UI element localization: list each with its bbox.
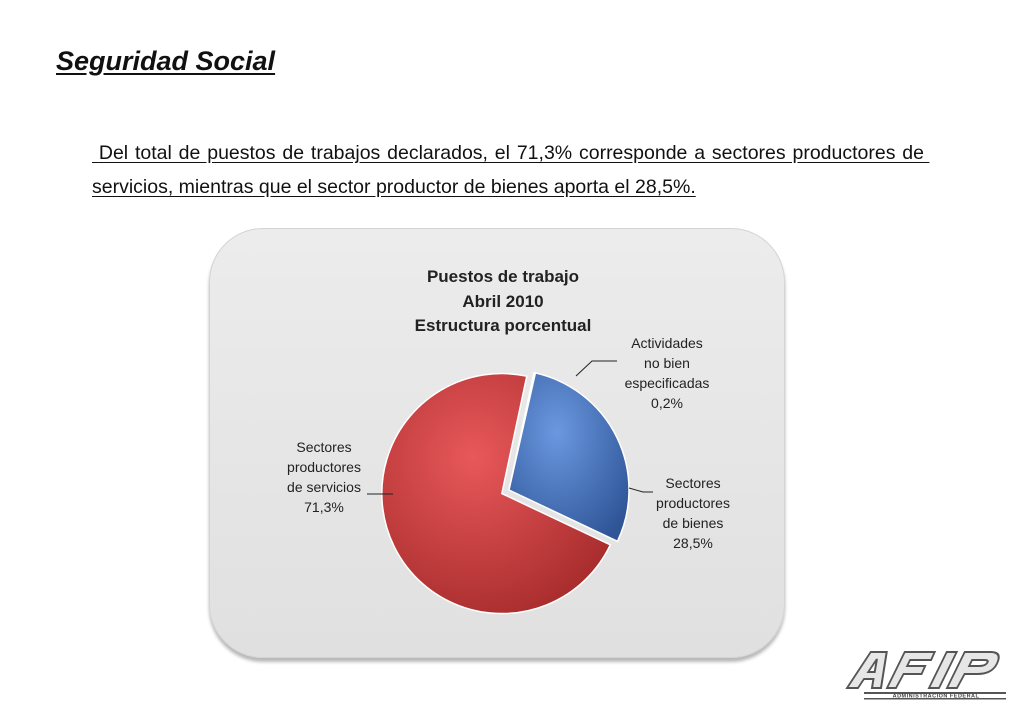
chart-title-line-1: Puestos de trabajo [426,267,580,286]
chart-panel [209,228,785,658]
chart-title-line-2: Abril 2010 [462,292,544,311]
chart-title-line-3: Estructura porcentual [414,316,592,335]
slice-leader-line [629,488,653,492]
slice-category-label: productores [656,495,730,511]
pie-slices [382,373,629,614]
chart-title [415,267,592,335]
slice-category-label: de bienes [662,515,724,531]
afip-logo-letters [847,652,1001,688]
logo-subtitle: ADMINISTRACION FEDERAL [892,693,980,700]
slice-leader-line [576,361,617,376]
slice-category-label: de servicios [287,479,361,495]
slice-value-label: 71,3% [304,499,344,515]
slice-category-label: especificadas [624,375,710,391]
slice-category-label: Actividades [631,335,703,351]
slice-value-label: 28,5% [673,535,713,551]
slice-category-label: Sectores [665,475,721,491]
slice-category-label: Sectores [296,439,352,455]
summary-paragraph: Del total de puestos de trabajos declarados, el 71,3% corresponde a sectores productores de servicios, mientras que el sector productor de bienes aporta el 28,5%. [92,142,930,198]
slice-category-label: no bien [644,355,690,371]
pie-chart [209,228,785,658]
slice-category-label: productores [287,459,361,475]
slide-title: Seguridad Social [56,46,276,76]
afip-logo [842,648,1008,702]
slice-value-label: 0,2% [651,395,683,411]
